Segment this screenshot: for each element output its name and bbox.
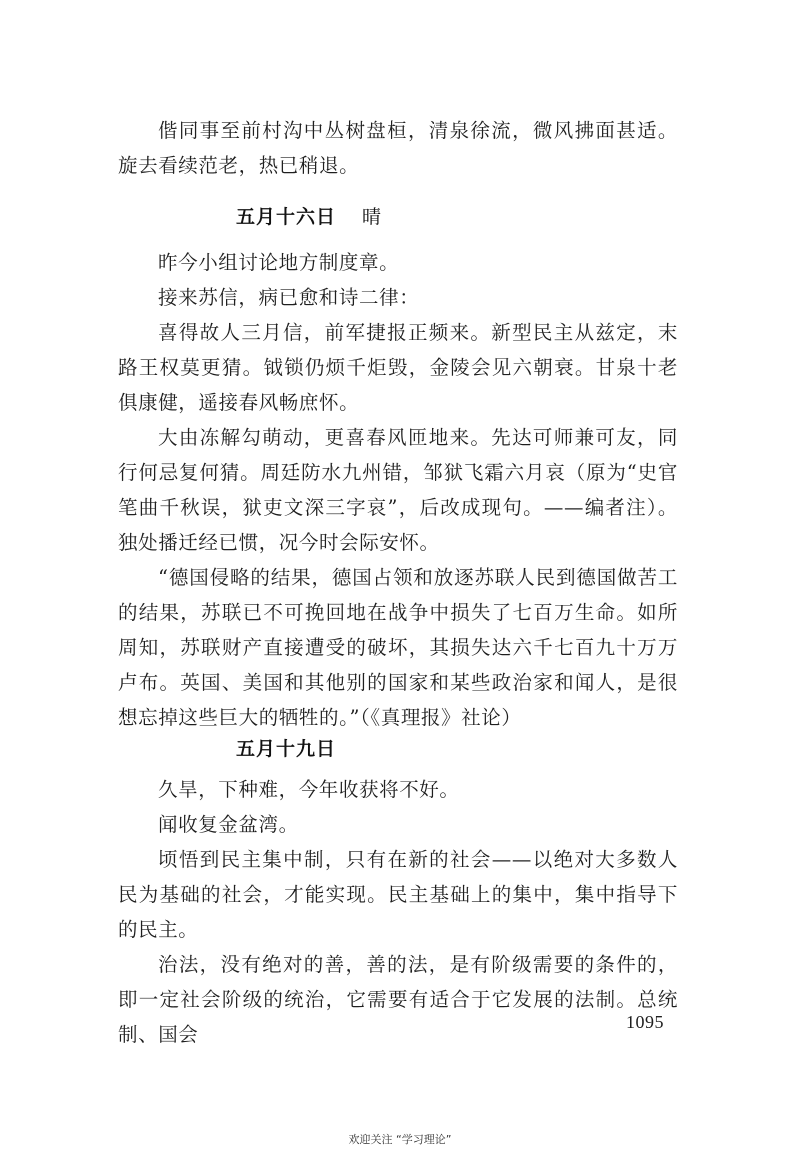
- poem-paragraph: 喜得故人三月信，前军捷报正频来。新型民主从兹定，末路王权莫更猜。钺锁仍烦千炬毁，金陵会见六朝衰。甘泉十老俱康健，遥接春风畅庶怀。: [118, 321, 678, 414]
- paragraph: 顷悟到民主集中制，只有在新的社会——以绝对大多数人民为基础的社会，才能实现。民主基础上的集中，集中指导下的民主。: [118, 848, 678, 941]
- paragraph: 闻收复金盆湾。: [158, 813, 299, 836]
- paragraph: 偕同事至前村沟中丛树盘桓，清泉徐流，微风拂面甚适。旋去看续范老，热已稍退。: [118, 119, 678, 177]
- paragraph: 久旱，下种难，今年收获将不好。: [158, 778, 460, 801]
- entry-body-may16: [118, 245, 678, 735]
- poem-paragraph: 大由冻解勾萌动，更喜春风匝地来。先达可师兼可友，同行何忌复何猜。周廷防水九州错，邹狱飞霜六月哀（原为“史官笔曲千秋误，狱吏文深三字哀”，后改成现句。——编者注）。独处播迁经已惯，况今时会际安怀。: [118, 426, 678, 554]
- paragraph: 昨今小组讨论地方制度章。: [158, 251, 400, 274]
- entry-date: 五月十九日: [236, 738, 337, 760]
- footer-watermark: 欢迎关注 “学习理论”: [348, 1133, 452, 1146]
- entry-date: 五月十六日: [236, 206, 337, 228]
- previous-entry: [118, 113, 678, 183]
- page-number: 1095: [626, 1012, 664, 1032]
- quote-paragraph: “德国侵略的结果，德国占领和放逐苏联人民到德国做苦工的结果，苏联已不可挽回地在战争中损失了七百万生命。如所周知，苏联财产直接遭受的破坏，其损失达六千七百九十万万卢布。英国、美国和其他别的国家和某些政治家和闻人，是很想忘掉这些巨大的牺牲的。”（《真理报》社论）: [118, 566, 678, 729]
- entry-weather: 晴: [362, 206, 383, 228]
- entry-heading-may19: [236, 734, 336, 761]
- entry-heading-may16: [236, 202, 382, 229]
- entry-body-may19: [118, 772, 678, 1052]
- paragraph: 治法，没有绝对的善，善的法，是有阶级需要的条件的，即一定社会阶级的统治，它需要有适合于它发展的法制。总统制、国会: [118, 953, 678, 1046]
- paragraph: 接来苏信，病已愈和诗二律：: [158, 286, 420, 309]
